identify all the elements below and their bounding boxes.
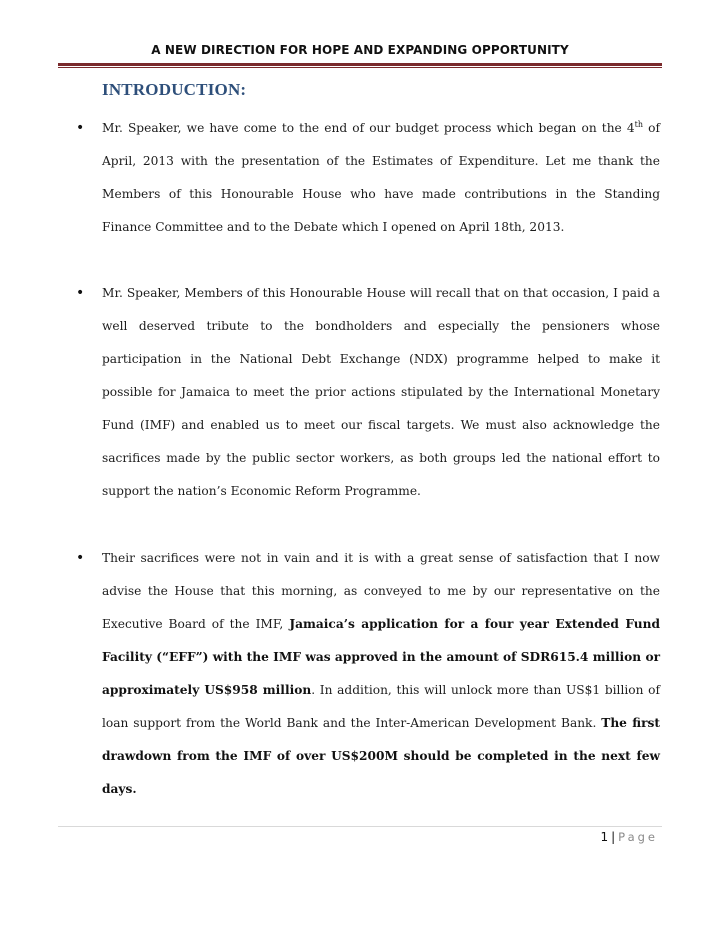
header-rule-thin [58, 67, 662, 68]
paragraph-text: . In addition, this will unlock more than US$1 billion of loan support from the World Bank and the Inter-American Development Bank. [102, 683, 660, 730]
bullet-icon: • [76, 550, 85, 566]
page-number: 1 [600, 830, 609, 844]
bold-drawdown-note: The first drawdown from the IMF of over US$200M should be completed in the next few days. [102, 716, 660, 796]
bullet-paragraph-3 [76, 542, 660, 806]
header-rule [58, 63, 662, 66]
footer-separator: | [611, 830, 616, 844]
bullet-paragraph-2 [76, 277, 660, 508]
paragraph-text: Their sacrifices were not in vain and it is with a great sense of satisfaction that I now advise the House that this morning, as conveyed to me by our representative on the Executive Board of the IMF, [102, 551, 660, 631]
bullet-icon: • [76, 285, 85, 301]
paragraph-text: Mr. Speaker, Members of this Honourable House will recall that on that occasion, I paid a well deserved tribute to the bondholders and especially the pensioners whose participation in the National Debt Exchange (NDX) programme helped to make it possible for Jamaica to meet the prior actions stipulated by the International Monetary Fund (IMF) and enabled us to meet our fiscal targets. We must also acknowledge the sacrifices made by the public sector workers, as both groups led the national effort to support the nation’s Economic Reform Programme. [102, 286, 660, 498]
page-header-title: A NEW DIRECTION FOR HOPE AND EXPANDING OPPORTUNITY [151, 43, 569, 57]
paragraph-text: of April, 2013 with the presentation of the Estimates of Expenditure. Let me thank the Members of this Honourable House who have made contributions in the Standing Finance Committee and to the Debate which I opened on April 18th, 2013. [102, 121, 660, 234]
bold-announcement: Jamaica’s application for a four year Extended Fund Facility (“EFF”) with the IMF was approved in the amount of SDR615.4 million or approximately US$958 million [102, 617, 660, 697]
page-footer [600, 830, 658, 844]
section-heading: INTRODUCTION: [102, 80, 247, 99]
page-label: Page [618, 830, 658, 844]
superscript-ordinal: th [634, 119, 644, 129]
paragraph-text: Mr. Speaker, we have come to the end of our budget process which began on the 4 [102, 121, 635, 135]
bullet-icon: • [76, 120, 85, 136]
footer-rule [58, 826, 662, 827]
bullet-paragraph-1 [76, 112, 660, 244]
